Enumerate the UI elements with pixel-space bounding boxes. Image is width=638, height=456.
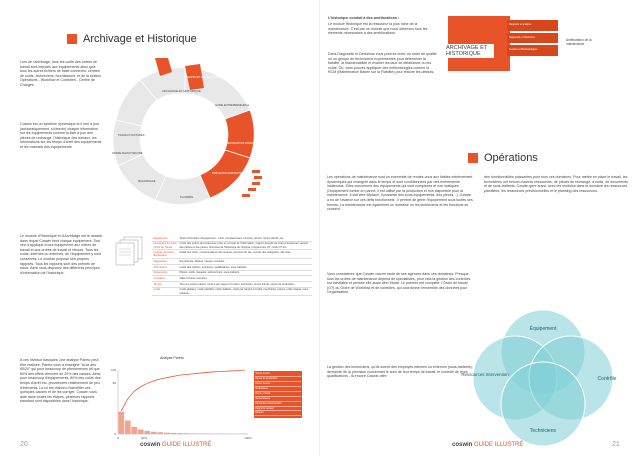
venn-label-bottom: Techniciens <box>529 428 557 434</box>
donut-label-b: SUPPORT ET TECHNIQUE <box>187 75 222 79</box>
table-key: Demandes de Autre Ordre de Travail <box>153 242 177 249</box>
pareto-bar <box>170 433 176 434</box>
pareto-bar <box>196 433 202 434</box>
table-value: Symptômes, défauts, causes, remèdes <box>178 259 312 265</box>
donut-label-f: PLANNING <box>180 196 194 199</box>
pareto-bar <box>177 433 183 434</box>
legend-item: Techniciens <box>255 387 301 392</box>
archivage-label: ARCHIVAGE ET HISTORIQUE <box>444 44 494 58</box>
legend-item: Temps d'arrêt <box>255 372 301 377</box>
pareto-bar <box>138 430 144 434</box>
table-value: Tous les temps relevés, heures par rapport à l'ordre / technicien, temps d'arrêt, pertes de production... <box>178 282 312 288</box>
second-paragraph: Coswin est un système dynamique et il met à jour (automatiquement, si besoin) chaque information sur les équipements comme la liste à jour des pièces de rechange, l'historique des travaux, les informations sur les temps d'arrêt des équipements et les manuels des équipements. <box>20 122 102 149</box>
brand-sub: GUIDE ILLUSTRÉ <box>162 442 212 448</box>
y-tick-label: 100 <box>110 368 116 372</box>
archivage-note: Amélioration de la maintenance <box>566 38 592 47</box>
operations-title: Opérations <box>484 152 538 164</box>
table-key: Diagnostics <box>152 259 178 265</box>
ops-paragraph-2: Vous constaterez que Coswin couvre toute de ses agences dans ces domaines. Presque tous les ordres de maintenance dépend de spécialistes, pour cela la gestion des contrôles est inévitable et pensée elle aussi dès l'étude. Le premier est complète: l'Ordre de travail (OT) ou Ordre de Workflow et de contrôles, qui coordonne l'ensemble des données pour l'organisation. <box>327 272 471 295</box>
table-key: Centres de coûts / Bordereaux <box>152 250 178 259</box>
ops-paragraph-1: Les opérations de maintenance sont un ensemble de rendez-vous aux fiables extrêmement dynamiques qui changent dans le temps et sont conditionnées par des événements inattendus. Elles concernent des équipements qui sont complexes et non statiques (l'équipement tombe en panne, il est utilisé par la production et non disponible pour la maintenance. Il doit être déplacé, il possède des sous-équipements, des pièces...). Coswin a eu de l'avance sur ces défis fonctionnels : il permet de gérer l'équipement sous toutes ses formes. La maintenance est également un domaine où les techniciens et les fonctions se croisent. <box>327 175 473 212</box>
table-row <box>152 250 312 259</box>
table-value: Coûts des métiers, employés, qualifications, sous-traitants <box>178 264 312 270</box>
donut-label-d: INFORMATION INGÉNIERIE <box>226 142 260 145</box>
title-square-icon <box>468 153 478 163</box>
intro-heading: L'historique conduit à des améliorations : <box>328 16 400 20</box>
table-key: Compteur <box>152 276 178 282</box>
table-value: Détail des coûts, consommations des revenus, services du site, cumuls des catégories, des sites <box>178 250 312 259</box>
documents-icon <box>110 236 150 266</box>
table-value: Toute information d'équipement : coûts, remplacement, services, pièces, temps d'arrêt, etc. <box>178 236 312 241</box>
table-value: Coûts des ordres de travail avec prise en compte de l'information, rapport accepté de ordre prévisionnel, rapport des pièces et des pièces. Données de l'historique de l'original, programmes OT, coûts OT etc. <box>178 241 312 250</box>
pareto-title: Analyse Pareto <box>160 356 184 360</box>
legend-item: Coûts, heures <box>255 382 301 387</box>
intro-paragraph: Lors de l'archivage, tous les coûts des ordres de travail sont imputés aux équipements ainsi qu'à tous les autres fichiers de base connexes: centres de coûts, techniciens, fournisseurs, et de la section Opérations - Workflow et Contrôles - Centre de Charges. <box>20 60 102 87</box>
donut-label-i: TRAVAUX FACTURÉS <box>118 134 145 137</box>
footer-brand-right <box>452 442 523 448</box>
module-paragraph: Le module d'Historique et d'Archivage est le dossier dans lequel Coswin tient chaque équipement. Tout ceci s'applique à tout équipement aux ordres de travail et aux ordres de travail et retours. Tous les coûts, internes ou externes, de l'équipement y sont conservés. Le module propose ses propres rapports. Tous les rapports sont des présets de stock. Ainsi vous disposez des différents principes d'information de l'historique. <box>20 234 103 275</box>
donut-svg <box>100 58 270 208</box>
table-key: Ressources <box>152 270 178 276</box>
second-paragraph-right: Dans Diagnostic et Décisions vous pourrez créer un ordre de qualité ou un groupe de techniciens expérimentés pour déterminer la fiabilité, la maintenabilité et évaluer les taux de défaillance ou les coûts. Ou, vous pouvez appliquer des méthodologies comme la RCM (Maintenance Basée sur la Fiabilité) pour réduire les défauts. <box>328 52 437 75</box>
donut-label-a: ARCHIVAGE ET HISTORIQUE <box>162 89 201 93</box>
table-row <box>152 287 312 296</box>
y-tick-label: 0 <box>114 432 116 436</box>
donut-seg-information <box>225 110 254 158</box>
table-value: Pièces, outils, réquests, actions bons, sous-traitants <box>178 270 312 276</box>
legend-item: Pièces / Stock <box>255 392 301 397</box>
operations-venn <box>455 300 630 450</box>
pareto-bar <box>144 431 150 434</box>
page-number-right: 21 <box>612 441 620 448</box>
pareto-bar <box>151 432 157 434</box>
archivage-item: Diagnostic et Décisions <box>507 33 558 44</box>
venn-label-right: Contrôle <box>597 376 617 382</box>
pareto-cumulative-line <box>121 370 245 411</box>
venn-svg <box>455 300 630 450</box>
table-key: Techniciens <box>152 264 178 270</box>
legend-item: Sous-traitants <box>255 397 301 402</box>
pareto-bar <box>190 433 196 434</box>
pareto-legend <box>254 371 302 418</box>
title-square-icon <box>67 34 77 44</box>
brand-sub-right: GUIDE ILLUSTRÉ <box>474 442 524 448</box>
module-donut-diagram <box>100 58 270 208</box>
venn-label-top: Équipement <box>529 326 557 332</box>
x-tick-label: 20% <box>140 436 148 440</box>
brand-name-right: coswin <box>452 442 473 448</box>
pareto-bar <box>125 421 131 434</box>
pareto-bar <box>131 427 137 434</box>
page-title: Archivage et Historique <box>83 33 197 45</box>
table-key: Équipement <box>152 236 178 241</box>
pareto-bar <box>183 433 189 434</box>
pareto-bar <box>164 433 170 434</box>
legend-item: Demandes d'intervention <box>255 402 301 407</box>
archivage-items <box>507 20 558 58</box>
ops-paragraph-3: La gestion des techniciens, qu'ils soient des employés internes ou externes (sous-traitants), demande de la précision concernant le suivi de leur temps de travail, le contrôle de leurs qualifications - là encore Coswin offre <box>327 365 473 379</box>
y-tick-label: 80 <box>112 380 116 385</box>
ops-paragraph-4: des fonctionnalités puissantes pour tous ces domaines. Pour mettre en place le travail, les techniciens ont besoin d'autres ressources, de pièces de rechange, d'outils, de documents et de sous-traitants. Coswin gère aussi, avec les modules dans le domaine les ressources planifiées, les ressources prévisionnelles et le planning des ressources. <box>484 175 628 193</box>
donut-label-e: PRÉVENTIF/ADMINISTRATIF <box>212 172 247 175</box>
archivage-item: Rapports et analyse <box>507 20 558 31</box>
pareto-bar <box>157 432 163 434</box>
history-table <box>152 236 312 296</box>
intro-paragraph-right: Le module Historique est la ressource la plus riche de la maintenance. C'est par ce module que nous obtenons tous les éléments nécessaires à des améliorations. <box>328 22 428 36</box>
pareto-bar <box>118 412 124 434</box>
x-tick-label: 100% <box>244 436 252 440</box>
legend-item: Rapports incident <box>255 407 301 412</box>
table-key: Temps <box>152 282 178 288</box>
venn-label-left: Ressources Intervention <box>461 372 509 377</box>
donut-label-c: GUIDE ENTREPRENEURIAL <box>215 104 250 107</box>
archivage-item: Gestion et Méthodologies <box>507 45 558 56</box>
donut-label-h: ORDRE MAIN D'OEUVRE <box>112 152 143 155</box>
page-number-left: 20 <box>20 441 28 448</box>
legend-item: Pertes de production <box>255 377 301 382</box>
section-title-archivage <box>67 33 197 45</box>
legend-item: Défauts <box>255 411 301 416</box>
table-row <box>152 241 312 250</box>
table-value: Valeur fictives compteur <box>178 276 312 282</box>
table-key: Coûts <box>152 287 178 296</box>
donut-label-g: MAGASINAGE <box>138 180 156 183</box>
x-tick-label: 0 <box>117 436 119 440</box>
footer-brand-left <box>140 442 211 448</box>
section-title-operations <box>468 152 538 164</box>
table-value: Coûts globaux, coûts planifiés, coûts réalisés, coûts par rapport à l'ordre / technicien, pièces, ordre réseau, sous-traitants... <box>178 287 312 296</box>
brand-name: coswin <box>140 442 161 448</box>
pareto-paragraph: A ces niveaux basiques, une analyse Pareto peut être réalisée. Pareto vous a enseigné "la loi des 80/20" qui pour beaucoup de phénomènes dit que 80% des effets viennent de 20% des causes. Ainsi, pour beaucoup d'équipements, 80% des coûts des temps d'arrêt etc. proviennent relativement de peu d'éléments. La loi est d'abord d'identifier ces quelques causes et de les corriger. Coswin vous aide dans toutes les étapes, plusieurs rapports standard sont disponibles dans l'historique. <box>20 358 102 404</box>
